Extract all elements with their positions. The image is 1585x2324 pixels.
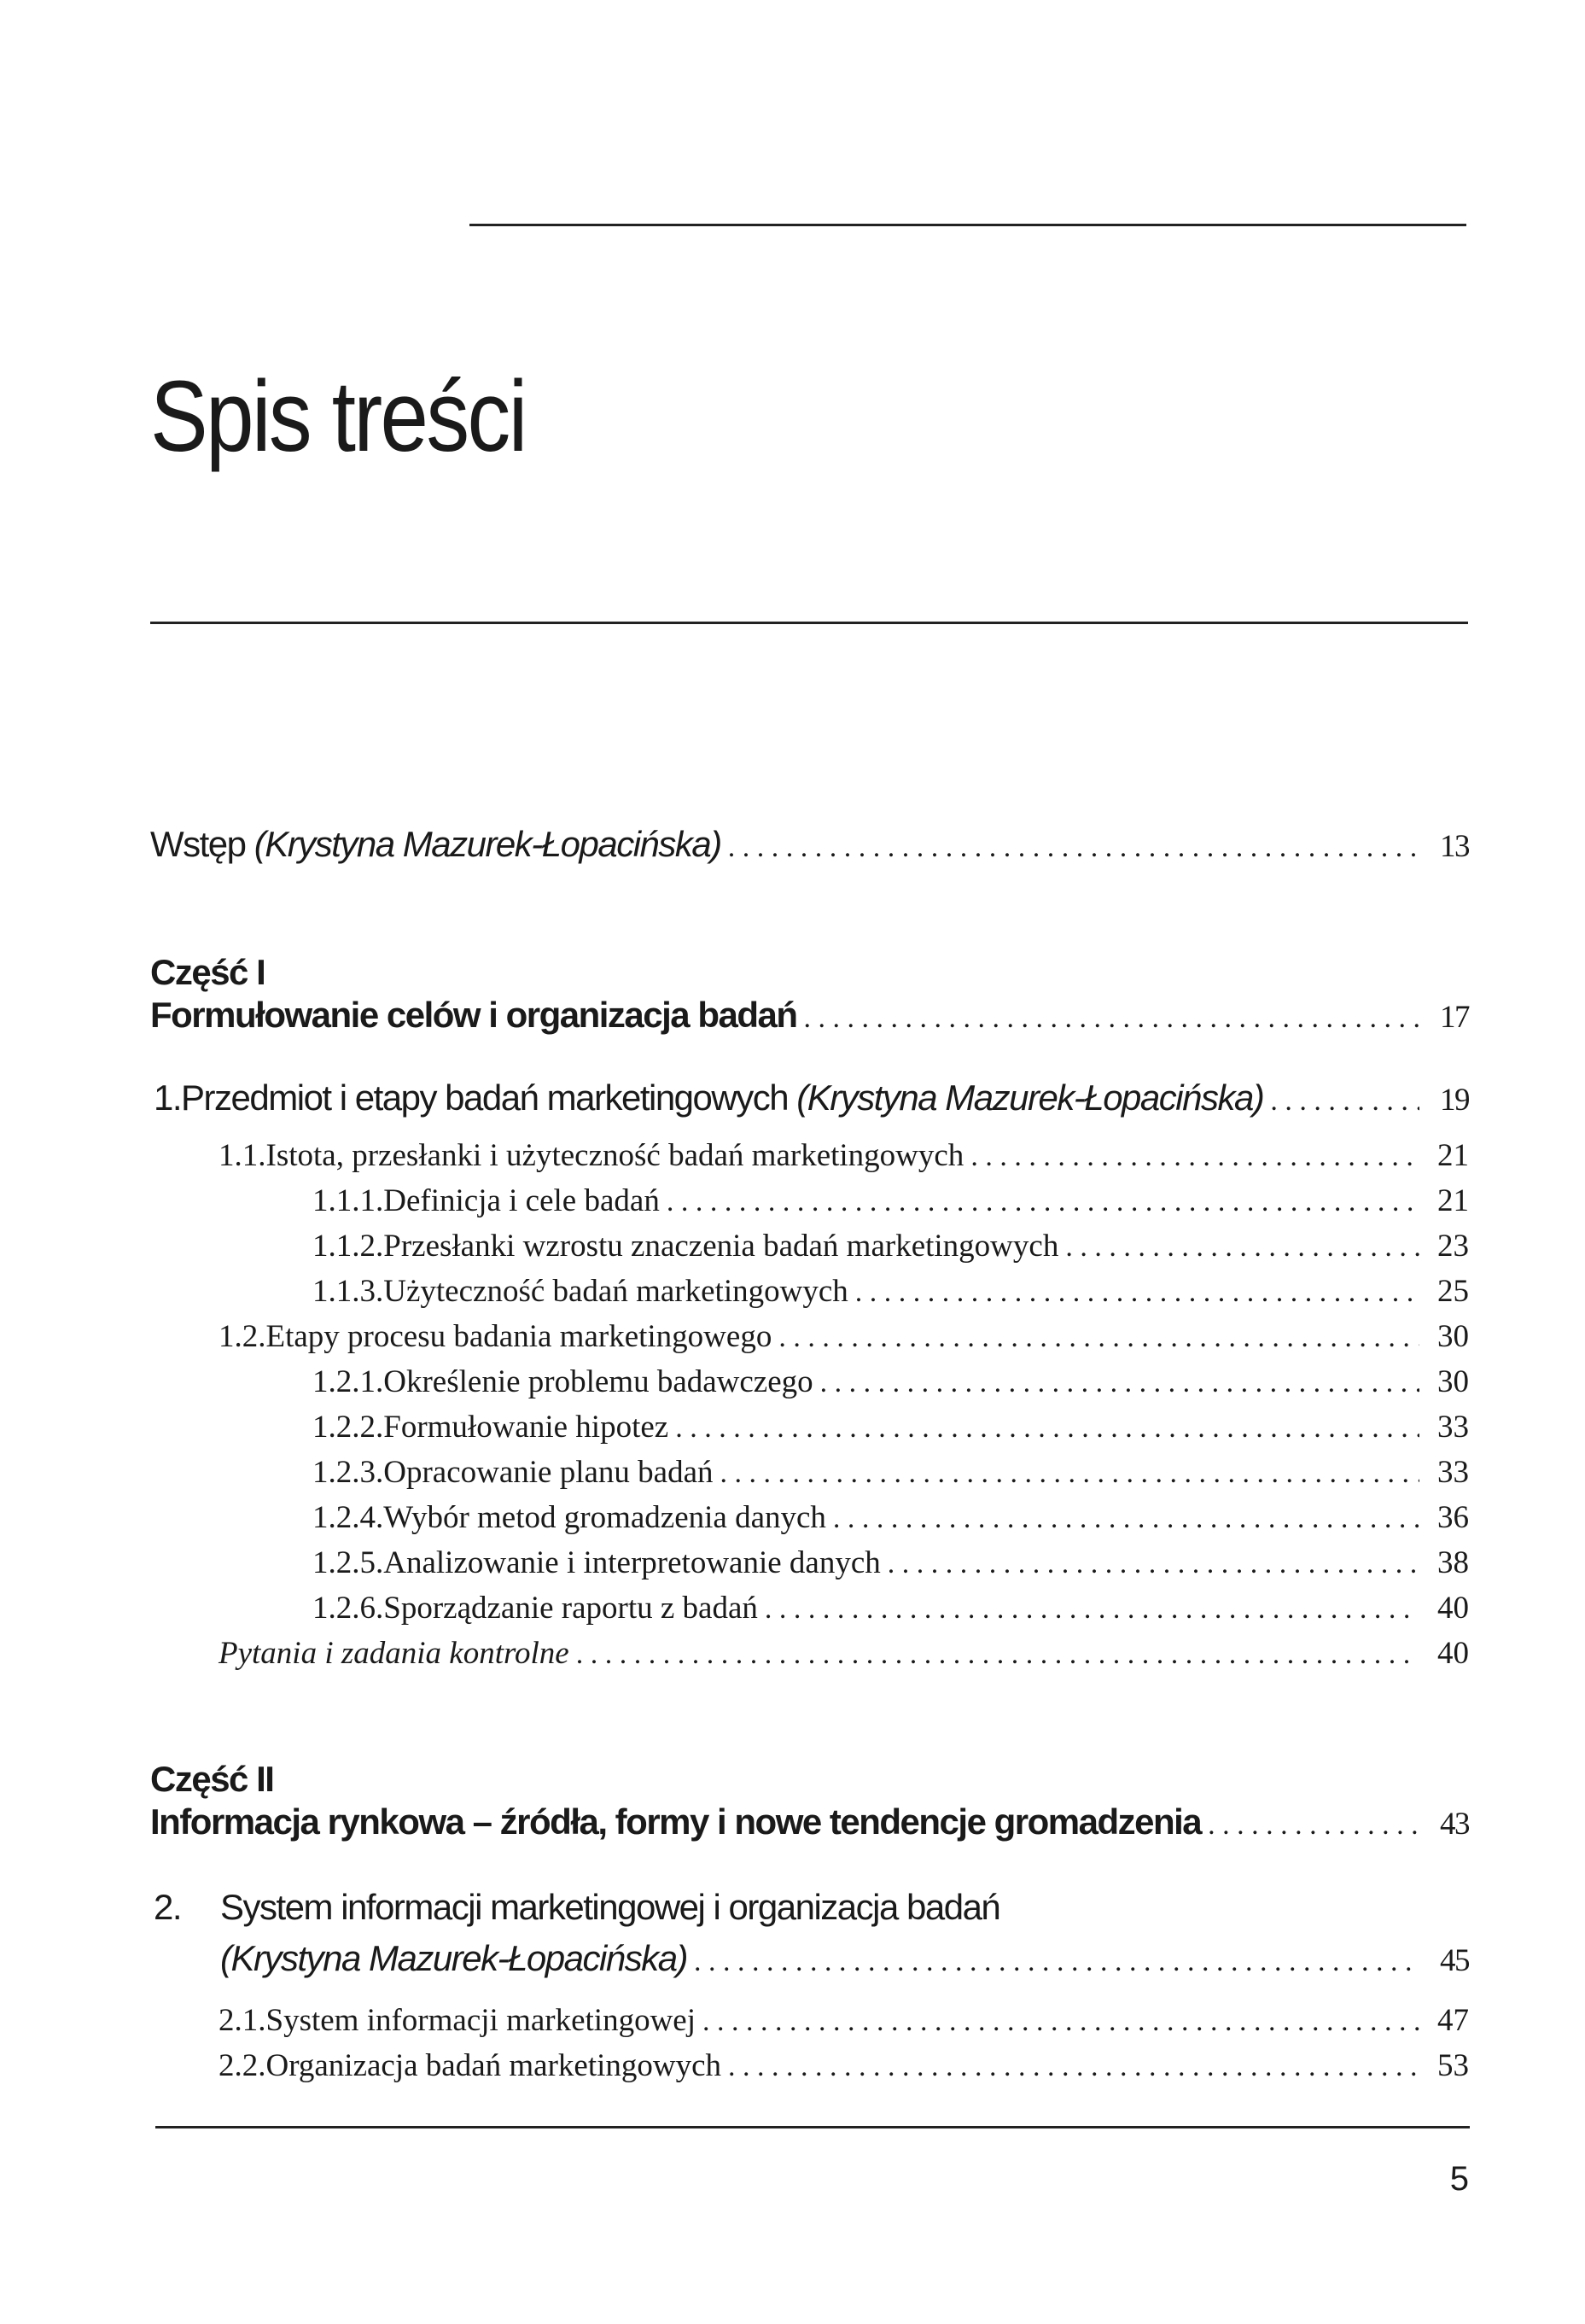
chapter-1-title: Przedmiot i etapy badań marketingowych (Krystyna Mazurek-Łopacińska) <box>181 1077 1264 1118</box>
toc-entry-1-2-2[interactable] <box>312 1409 1469 1445</box>
part2-title: Informacja rynkowa – źródła, formy i nowe tendencje gromadzenia <box>150 1801 1202 1842</box>
dot-leader <box>778 1322 1419 1354</box>
toc-chapter-1[interactable] <box>154 1077 1469 1118</box>
entry-title: Formułowanie hipotez <box>383 1410 669 1445</box>
top-rule <box>469 224 1466 226</box>
dot-leader <box>702 2006 1419 2038</box>
entry-page: 53 <box>1437 2048 1469 2083</box>
dot-leader <box>576 1638 1419 1671</box>
entry-page: 33 <box>1437 1455 1469 1490</box>
entry-title: Wybór metod gromadzenia danych <box>383 1500 826 1535</box>
page-title: Spis treści <box>150 360 526 473</box>
entry-page: 30 <box>1437 1364 1469 1399</box>
entry-page: 30 <box>1437 1319 1469 1354</box>
dot-leader <box>855 1276 1419 1309</box>
toc-intro-label: Wstęp (Krystyna Mazurek-Łopacińska) <box>150 824 721 864</box>
part1-label: Część I <box>150 952 265 992</box>
entry-title: Przesłanki wzrostu znaczenia badań marketingowych <box>383 1229 1059 1264</box>
entry-title: Definicja i cele badań <box>383 1183 660 1218</box>
entry-number: 1.2.3. <box>312 1455 384 1490</box>
entry-number: 1.2.6. <box>312 1591 384 1626</box>
chapter-2-page: 45 <box>1440 1943 1469 1978</box>
entry-page: 21 <box>1437 1183 1469 1218</box>
dot-leader <box>1208 1809 1419 1842</box>
toc-entry-2-1[interactable] <box>219 2002 1469 2039</box>
toc-entry-1-2-3[interactable] <box>312 1454 1469 1491</box>
dot-leader <box>694 1946 1419 1978</box>
dot-leader <box>667 1186 1419 1218</box>
chapter-1-page: 19 <box>1440 1083 1469 1118</box>
toc-entry-1-1-1[interactable] <box>312 1182 1469 1219</box>
entry-page: 40 <box>1437 1591 1469 1626</box>
toc-questions-1[interactable] <box>219 1635 1469 1672</box>
entry-page: 23 <box>1437 1229 1469 1264</box>
toc-entry-1-1-3[interactable] <box>312 1273 1469 1310</box>
dot-leader <box>804 1002 1419 1035</box>
toc-intro-page: 13 <box>1440 829 1469 864</box>
questions-title: Pytania i zadania kontrolne <box>219 1636 569 1671</box>
toc-entry-1-1-2[interactable] <box>312 1228 1469 1264</box>
entry-number: 1.1.3. <box>312 1274 384 1309</box>
chapter-2-title-line <box>154 1887 999 1928</box>
part1-title: Formułowanie celów i organizacja badań <box>150 995 797 1035</box>
entry-page: 33 <box>1437 1410 1469 1445</box>
part1-page: 17 <box>1440 1000 1469 1035</box>
title-rule <box>150 622 1468 624</box>
dot-leader <box>970 1141 1419 1173</box>
toc-entry-1-1[interactable] <box>219 1137 1469 1174</box>
entry-title: Sporządzanie raportu z badań <box>383 1591 758 1626</box>
toc-chapter-2[interactable] <box>220 1938 1469 1979</box>
dot-leader <box>765 1593 1419 1626</box>
entry-page: 36 <box>1437 1500 1469 1535</box>
dot-leader <box>728 2051 1419 2083</box>
entry-page: 21 <box>1437 1138 1469 1173</box>
dot-leader <box>888 1548 1419 1580</box>
chapter-1-number: 1. <box>154 1077 182 1118</box>
dot-leader <box>728 832 1419 864</box>
entry-number: 1.1.2. <box>312 1229 384 1264</box>
chapter-2-author: (Krystyna Mazurek-Łopacińska) <box>220 1938 688 1978</box>
entry-number: 1.2.1. <box>312 1364 384 1399</box>
questions-page: 40 <box>1437 1636 1469 1671</box>
chapter-2-number: 2. <box>154 1887 182 1927</box>
entry-number: 1.1.1. <box>312 1183 384 1218</box>
toc-part2-title[interactable] <box>150 1801 1469 1842</box>
toc-entry-2-2[interactable] <box>219 2047 1469 2084</box>
toc-part1-title[interactable] <box>150 995 1469 1036</box>
entry-number: 1.2. <box>219 1319 266 1354</box>
entry-number: 2.1. <box>219 2003 266 2038</box>
toc-intro[interactable] <box>150 824 1469 865</box>
dot-leader <box>1270 1085 1419 1118</box>
entry-title: Opracowanie planu badań <box>383 1455 714 1490</box>
entry-number: 1.1. <box>219 1138 266 1173</box>
toc-entry-1-2[interactable] <box>219 1318 1469 1355</box>
entry-number: 1.2.4. <box>312 1500 384 1535</box>
entry-number: 2.2. <box>219 2048 266 2083</box>
entry-title: Organizacja badań marketingowych <box>265 2048 722 2083</box>
entry-number: 1.2.5. <box>312 1545 384 1580</box>
dot-leader <box>833 1503 1419 1535</box>
dot-leader <box>1065 1231 1419 1264</box>
page-number: 5 <box>1449 2160 1469 2198</box>
entry-title: Etapy procesu badania marketingowego <box>265 1319 772 1354</box>
toc-entry-1-2-6[interactable] <box>312 1590 1469 1626</box>
entry-title: Określenie problemu badawczego <box>383 1364 813 1399</box>
entry-title: Analizowanie i interpretowanie danych <box>383 1545 881 1580</box>
part2-page: 43 <box>1440 1807 1469 1842</box>
toc-entry-1-2-4[interactable] <box>312 1499 1469 1536</box>
dot-leader <box>820 1367 1419 1399</box>
entry-page: 25 <box>1437 1274 1469 1309</box>
entry-title: Użyteczność badań marketingowych <box>383 1274 848 1309</box>
dot-leader <box>720 1457 1419 1490</box>
bottom-rule <box>155 2126 1470 2128</box>
dot-leader <box>675 1412 1419 1445</box>
entry-title: System informacji marketingowej <box>265 2003 696 2038</box>
entry-page: 38 <box>1437 1545 1469 1580</box>
part2-label: Część II <box>150 1759 274 1799</box>
toc-entry-1-2-5[interactable] <box>312 1544 1469 1581</box>
chapter-2-title: System informacji marketingowej i organizacja badań <box>220 1887 1000 1927</box>
toc-entry-1-2-1[interactable] <box>312 1363 1469 1400</box>
entry-title: Istota, przesłanki i użyteczność badań marketingowych <box>265 1138 964 1173</box>
entry-page: 47 <box>1437 2003 1469 2038</box>
entry-number: 1.2.2. <box>312 1410 384 1445</box>
